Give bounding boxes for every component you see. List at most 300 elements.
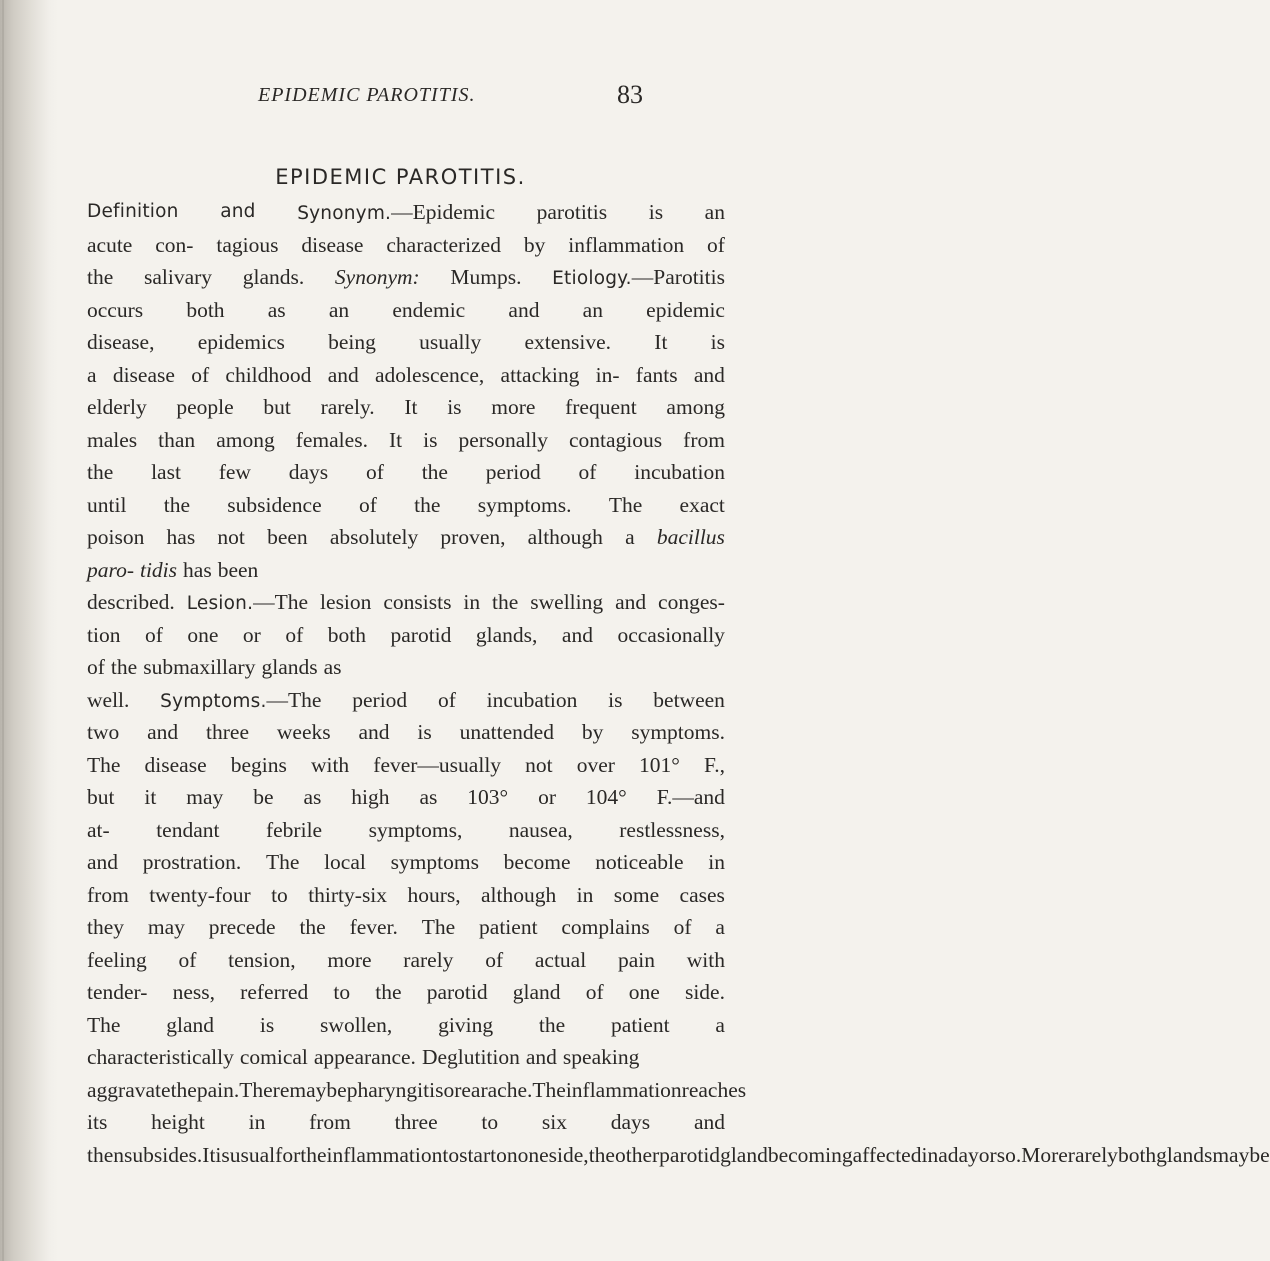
word: symptoms. [631, 720, 725, 744]
word: frequent [565, 395, 637, 419]
text-line [87, 846, 725, 879]
word: usually [419, 330, 482, 354]
text-line [87, 229, 725, 262]
word: of [585, 980, 604, 1004]
text-line [87, 911, 725, 944]
word: to [271, 882, 288, 907]
word: start [459, 1142, 497, 1167]
text-line [87, 651, 725, 684]
word: childhood [225, 362, 312, 387]
word: tender- [87, 980, 148, 1004]
word: of [578, 460, 597, 484]
word: to [481, 1110, 499, 1134]
word: disease, [87, 330, 155, 354]
word: a [938, 1142, 948, 1167]
word: personally [458, 427, 548, 452]
word: incubation [634, 460, 725, 484]
word: being [328, 330, 376, 354]
word: a [625, 525, 635, 549]
text-line [87, 521, 725, 554]
word: complains [561, 915, 650, 939]
word: tion [87, 622, 121, 647]
word: Mumps. [450, 265, 522, 289]
word: becoming [767, 1142, 853, 1167]
word: referred [240, 980, 309, 1004]
word: or [242, 622, 261, 647]
word: not [525, 752, 553, 777]
word: and [615, 590, 647, 614]
word: extensive. [524, 330, 612, 354]
page-number: 83 [617, 80, 643, 109]
word: inflammation [568, 232, 685, 257]
word: is [608, 687, 623, 712]
word: of [673, 915, 692, 939]
word: adolescence, [375, 362, 485, 387]
word: swelling [530, 590, 604, 614]
text-line [87, 944, 725, 977]
text-line [87, 1041, 725, 1074]
word: of [87, 655, 105, 679]
word: fever—usually [373, 752, 502, 777]
word: The [265, 850, 300, 874]
word: 101° [639, 752, 680, 777]
word: three [206, 720, 250, 744]
section-lead-text: —Epidemic [391, 200, 496, 224]
word: from [683, 427, 725, 452]
word: begins [230, 752, 287, 777]
word: local [324, 850, 366, 874]
word: glands. [242, 265, 305, 289]
word: endemic [392, 297, 466, 322]
text-line [87, 749, 725, 782]
word: six [541, 1110, 567, 1134]
word: for [275, 1142, 301, 1167]
word: males [87, 427, 138, 452]
word: or [538, 785, 556, 809]
word: high [351, 785, 390, 809]
word: salivary [143, 265, 213, 289]
word: they [87, 915, 125, 939]
text-line [87, 359, 725, 392]
word: tension, [228, 947, 296, 972]
word: restlessness, [619, 817, 725, 842]
word: other [614, 1142, 660, 1167]
text-line [87, 684, 725, 717]
word: absolutely [329, 525, 419, 549]
word [187, 586, 308, 619]
word: fever. [349, 915, 398, 939]
text-line [87, 294, 725, 327]
word: days [610, 1110, 651, 1134]
word: speaking [562, 1045, 640, 1069]
word: by [523, 232, 546, 257]
word: of [191, 362, 210, 387]
word: height [151, 1110, 205, 1134]
text-line [87, 196, 725, 229]
word: elderly [87, 395, 147, 419]
word: may [1212, 1142, 1250, 1167]
body-text [87, 196, 1270, 1171]
word: both [327, 622, 366, 647]
word: the [538, 1012, 566, 1037]
word: days [288, 460, 329, 484]
word: More [1021, 1142, 1068, 1167]
word: a [715, 1012, 725, 1037]
word: as [419, 785, 438, 809]
word: the [492, 590, 519, 614]
word: and [327, 362, 359, 387]
word: is [259, 1012, 275, 1037]
word: the [170, 1077, 197, 1102]
word: It [404, 395, 418, 419]
word: It [654, 330, 668, 354]
word: The [608, 492, 643, 517]
word: with [310, 752, 350, 777]
word: one [187, 622, 219, 647]
word: as [323, 655, 342, 679]
word: between [653, 687, 725, 712]
word: inflammation [326, 1142, 443, 1167]
word: females. [295, 427, 368, 452]
word: described. [87, 590, 175, 614]
word: proven, [440, 525, 506, 549]
word: both [186, 297, 225, 322]
word: as [303, 785, 322, 809]
word [297, 196, 495, 229]
word: a [87, 362, 97, 387]
word: be [253, 785, 274, 809]
word: comical [239, 1045, 308, 1069]
word: conges- [658, 590, 725, 614]
word: subsides. [124, 1142, 203, 1167]
word: exact [679, 492, 725, 517]
word: the [110, 655, 138, 679]
word [552, 261, 725, 294]
word: parotitis [536, 200, 608, 224]
word: period [485, 460, 541, 484]
word: acute [87, 232, 133, 257]
word: and [358, 720, 390, 744]
word: rarely. [320, 395, 375, 419]
word: precede [208, 915, 276, 939]
word: usual [229, 1142, 276, 1167]
word: has [183, 557, 212, 582]
word: occurs [87, 297, 144, 322]
section-heading: Lesion. [186, 593, 254, 614]
word: The [87, 1012, 121, 1037]
word: an [328, 297, 350, 322]
word: symptoms. [477, 492, 572, 517]
word: feeling [87, 947, 147, 972]
word: among [216, 427, 275, 452]
word: inflammation [565, 1077, 682, 1102]
word: lesion [320, 590, 372, 614]
word: febrile [265, 817, 323, 842]
word: be [326, 1077, 347, 1102]
word: is [423, 427, 438, 452]
word: gland [166, 1012, 215, 1037]
word: its [87, 1110, 108, 1134]
word: by [581, 720, 604, 744]
section-lead-text: —The [253, 590, 309, 614]
word: It [202, 1142, 216, 1167]
running-header [258, 80, 643, 112]
word: cases [679, 882, 725, 907]
word: actual [534, 947, 587, 972]
word: glands [1156, 1142, 1213, 1167]
word: so. [996, 1142, 1022, 1167]
word: contagious [569, 427, 663, 452]
word: characteristically [87, 1045, 234, 1069]
word: is [648, 200, 664, 224]
word: of [707, 232, 725, 257]
word: parotid [659, 1142, 721, 1167]
word: Deglutition [421, 1045, 520, 1069]
word: appearance. [313, 1045, 416, 1069]
word: and [508, 297, 540, 322]
word: the [300, 1142, 327, 1167]
word: the [375, 980, 402, 1004]
word: of [285, 622, 304, 647]
word: epidemic [646, 297, 725, 322]
word: it [144, 785, 157, 809]
word: two [87, 720, 120, 744]
word: parotid [426, 980, 488, 1004]
text-line [87, 976, 725, 1009]
word: attacking [500, 362, 580, 387]
section-lead-text: —Parotitis [631, 265, 725, 289]
word: may [289, 1077, 327, 1102]
word: occasionally [617, 622, 725, 647]
word: an [704, 200, 725, 224]
word: in [576, 882, 594, 907]
word: been [217, 557, 259, 582]
word: parotid [390, 622, 452, 647]
word: day [947, 1142, 979, 1167]
word: a [715, 915, 725, 939]
word: There [239, 1077, 290, 1102]
word: It [388, 427, 403, 452]
word: affected [852, 1142, 922, 1167]
word: ness, [172, 980, 216, 1004]
word: and [220, 201, 256, 222]
word: and [525, 1045, 557, 1069]
word: more [491, 395, 536, 419]
word: consists [383, 590, 452, 614]
word: the [421, 460, 448, 484]
word: in- [595, 362, 620, 387]
word: as [267, 297, 286, 322]
word: pain [617, 947, 655, 972]
word: prostration. [142, 850, 242, 874]
word: gland [512, 980, 561, 1004]
word: of [358, 492, 377, 517]
word: The [532, 1077, 566, 1102]
word: symptoms [390, 850, 479, 874]
section-heading: Synonym. [297, 203, 392, 224]
word: in [248, 1110, 266, 1134]
word: aggravate [87, 1077, 171, 1102]
word: swollen, [320, 1012, 393, 1037]
word: or [443, 1077, 462, 1102]
word: one [628, 980, 660, 1004]
word: 104° [585, 785, 627, 809]
word: one [517, 1142, 549, 1167]
word: Synonym: [334, 265, 420, 289]
word: been [267, 525, 308, 549]
word: pain. [196, 1077, 240, 1102]
word: well. [87, 687, 130, 712]
word: con- [155, 232, 194, 257]
word: period [352, 687, 408, 712]
word: last [151, 460, 181, 484]
word: F.—and [656, 785, 725, 809]
text-line [87, 1074, 747, 1107]
text-line [87, 716, 725, 749]
text-line [87, 781, 725, 814]
running-header-title: EPIDEMIC PAROTITIS. [258, 84, 476, 106]
word: three [394, 1110, 438, 1134]
word: twenty-four [149, 882, 251, 907]
text-line [87, 879, 725, 912]
word: hours, [407, 882, 461, 907]
word: and [147, 720, 179, 744]
word: patient [479, 915, 538, 939]
text-line [87, 1009, 725, 1042]
word: to [333, 980, 351, 1004]
word: may [147, 915, 185, 939]
word: both [1117, 1142, 1157, 1167]
word: in [921, 1142, 939, 1167]
word: noticeable [595, 850, 684, 874]
word: the [414, 492, 441, 517]
word: Definition [87, 201, 179, 222]
word: is [215, 1142, 230, 1167]
word: in [463, 590, 481, 614]
word: disease [112, 362, 175, 387]
word: tendant [156, 817, 220, 842]
word: nausea, [508, 817, 573, 842]
text-line [87, 554, 725, 587]
word: at- [87, 817, 110, 842]
text-line [87, 326, 725, 359]
word: patient [611, 1012, 670, 1037]
word: until [87, 492, 127, 517]
word: rarely [1067, 1142, 1118, 1167]
text-line [87, 424, 725, 457]
word: become [503, 850, 571, 874]
word: The [87, 752, 121, 777]
word: but [263, 395, 291, 419]
section-lead-text: —The [266, 687, 322, 712]
word: although [480, 882, 557, 907]
word: The [421, 915, 456, 939]
word: of [485, 947, 504, 972]
word: not [217, 525, 245, 549]
word: F., [703, 752, 725, 777]
word: has [166, 525, 196, 549]
word: glands [261, 655, 318, 679]
word: unattended [459, 720, 554, 744]
word: gland [720, 1142, 768, 1167]
word [160, 684, 321, 717]
word: pharyngitis [346, 1077, 444, 1102]
word: bacillus [656, 525, 725, 549]
text-line [87, 1106, 725, 1139]
word: and [693, 362, 725, 387]
word: or [978, 1142, 997, 1167]
text-line [87, 456, 725, 489]
word: tidis [139, 557, 178, 582]
word: but [87, 785, 115, 809]
word: among [666, 395, 725, 419]
word: reaches [681, 1077, 747, 1102]
word: few [218, 460, 251, 484]
word: the [588, 1142, 615, 1167]
word: then [87, 1142, 125, 1167]
word: in [708, 850, 725, 874]
word: of [178, 947, 197, 972]
word: disease [144, 752, 207, 777]
word: the [299, 915, 326, 939]
word: poison [87, 525, 145, 549]
word: with [686, 947, 725, 972]
text-line [87, 1139, 1270, 1172]
word: to [442, 1142, 460, 1167]
word: 103° [467, 785, 509, 809]
word: is [447, 395, 462, 419]
word: submaxillary [143, 655, 256, 679]
word: from [87, 882, 129, 907]
word: subsidence [227, 492, 322, 517]
word: and [87, 850, 119, 874]
word: on [496, 1142, 518, 1167]
text-line [87, 261, 725, 294]
word: incubation [486, 687, 578, 712]
word: characterized [386, 232, 501, 257]
section-heading: Symptoms. [160, 690, 267, 712]
word: and [561, 622, 593, 647]
word: of [365, 460, 384, 484]
word: may [186, 785, 224, 809]
word: of [144, 622, 163, 647]
word: the [163, 492, 190, 517]
word: glands, [475, 622, 538, 647]
section-heading: Etiology. [552, 268, 632, 289]
word: paro- [87, 557, 134, 582]
word: from [309, 1110, 351, 1134]
word: than [158, 427, 196, 452]
word: is [417, 720, 432, 744]
text-line [87, 619, 725, 652]
word: side, [548, 1142, 589, 1167]
word: earache. [461, 1077, 533, 1102]
word: is [710, 330, 725, 354]
word: weeks [276, 720, 331, 744]
word: some [613, 882, 660, 907]
word: be [1249, 1142, 1270, 1167]
word: thirty-six [308, 882, 388, 907]
word: symptoms, [368, 817, 463, 842]
word: the [87, 265, 114, 289]
word: side. [684, 980, 725, 1004]
word: fants [635, 362, 678, 387]
word: an [582, 297, 603, 322]
word: rarely [403, 947, 454, 972]
word: of [437, 687, 456, 712]
word: epidemics [197, 330, 285, 354]
word: over [576, 752, 615, 777]
